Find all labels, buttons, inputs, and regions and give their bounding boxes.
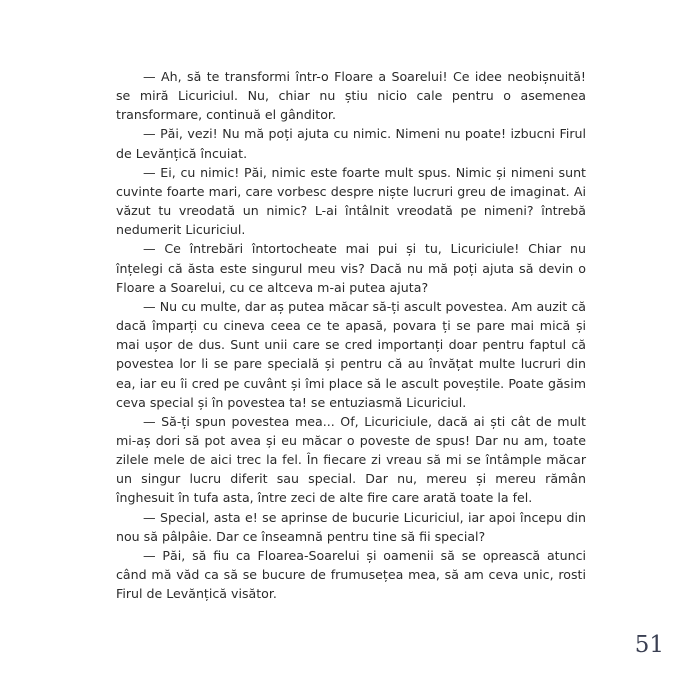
page-number: 51 <box>634 632 664 658</box>
paragraph-4: — Ce întrebări întortocheate mai pui și tu, Licuriciule! Chiar nu înțelegi că ăsta este singurul meu vis? Dacă nu mă poți ajuta să devin o Floare a Soarelui, cu ce altceva m-ai putea ajuta? <box>116 241 586 295</box>
paragraph-6: — Să-ți spun povestea mea... Of, Licuriciule, dacă ai ști cât de mult mi-aș dori să pot avea și eu măcar o poveste de spus! Dar nu am, toate zilele mele de aici trec la fel. În fiecare zi vreau să mi se întâmple măcar un singur lucru diferit sau special. Dar nu, mereu și mereu rămân înghesuit în tufa asta, între zeci de alte fire care arată toate la fel. <box>116 413 586 506</box>
paragraph-7: — Special, asta e! se aprinse de bucurie Licuriciul, iar apoi începu din nou să pâlpâie. Dar ce înseamnă pentru tine să fii special? <box>116 509 586 544</box>
paragraph-3: — Ei, cu nimic! Păi, nimic este foarte mult spus. Nimic și nimeni sunt cuvinte foarte mari, care vorbesc despre niște lucruri greu de imaginat. Ai văzut tu vreodată un nimic? L-ai întâlnit vreodată pe nimeni? întrebă nedumerit Licuriciul. <box>116 164 586 238</box>
paragraph-1: — Ah, să te transformi într-o Floare a Soarelui! Ce idee neobișnuită! se miră Licuriciul. Nu, chiar nu știu nicio cale pentru o asemenea transformare, continuă el gânditor. <box>116 69 586 123</box>
page-body <box>116 67 586 603</box>
paragraph-2: — Păi, vezi! Nu mă poți ajuta cu nimic. Nimeni nu poate! izbucni Firul de Levănțică încuiat. <box>116 126 586 161</box>
paragraph-5: — Nu cu multe, dar aș putea măcar să-ți ascult povestea. Am auzit că dacă împarți cu cineva ceea ce te apasă, povara ți se pare mai mică și mai ușor de dus. Sunt unii care se cred importanți doar pentru faptul că povestea lor li se pare specială și pentru că au învățat multe lucruri din ea, iar eu îi cred pe cuvânt și îmi place să le ascult poveștile. Poate găsim ceva special și în povestea ta! se entuziasmă Licuriciul. <box>116 298 586 410</box>
paragraph-8: — Păi, să fiu ca Floarea-Soarelui și oamenii să se oprească atunci când mă văd ca să se bucure de frumusețea mea, să am ceva unic, rosti Firul de Levănțică visător. <box>116 547 586 602</box>
